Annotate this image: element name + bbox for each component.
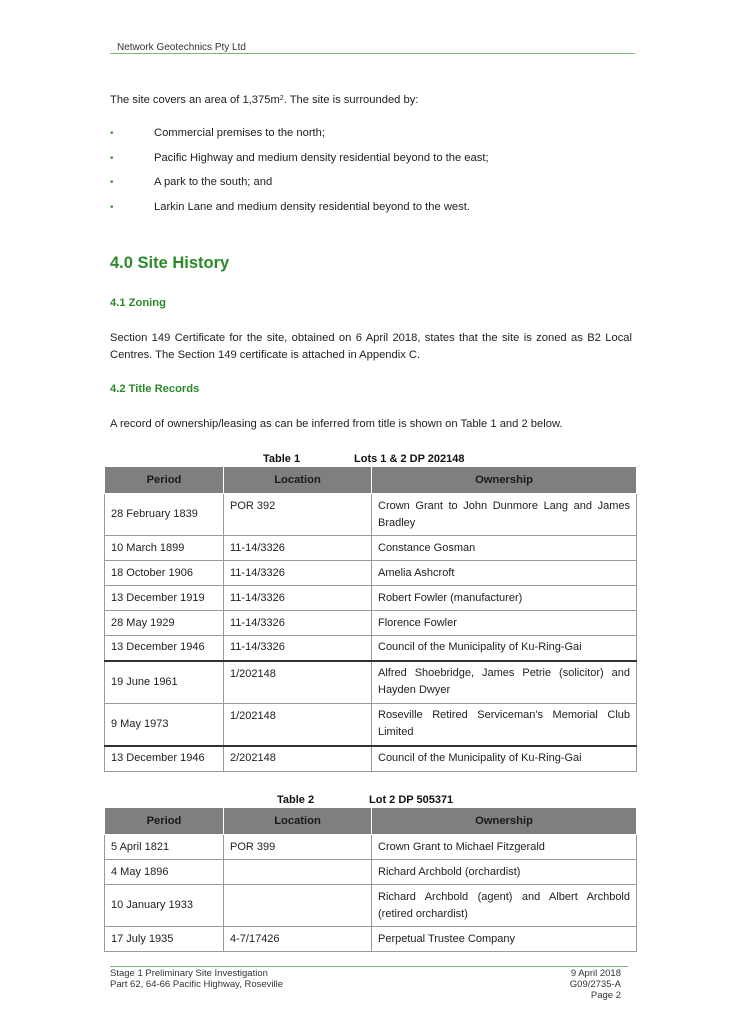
ownership-cell: Crown Grant to Michael Fitzgerald <box>372 835 637 860</box>
table1 <box>104 466 637 772</box>
ownership-cell: Amelia Ashcroft <box>372 561 637 586</box>
intro-paragraph <box>110 92 632 109</box>
ownership-cell: Council of the Municipality of Ku-Ring-Gai <box>372 746 637 772</box>
location-cell <box>224 885 372 927</box>
table-row <box>105 561 637 586</box>
zoning-paragraph: Section 149 Certificate for the site, obtained on 6 April 2018, states that the site is zoned as B2 Local Centres. The Section 149 certificate is attached in Appendix C. <box>110 332 632 361</box>
period-cell: 5 April 1821 <box>105 835 224 860</box>
ownership-cell: Alfred Shoebridge, James Petrie (solicitor) and Hayden Dwyer <box>372 661 637 704</box>
title-records-heading: 4.2 Title Records <box>110 383 200 395</box>
footer-right <box>500 968 621 1001</box>
ownership-cell: Council of the Municipality of Ku-Ring-Gai <box>372 636 637 661</box>
location-cell: POR 399 <box>224 835 372 860</box>
table-row <box>105 611 637 636</box>
table-row <box>105 835 637 860</box>
period-cell: 13 December 1946 <box>105 746 224 772</box>
period-cell: 4 May 1896 <box>105 860 224 885</box>
table-row <box>105 885 637 927</box>
ownership-cell: Richard Archbold (orchardist) <box>372 860 637 885</box>
intro-text: The site covers an area of 1,375m <box>110 94 280 106</box>
bullet-icon: • <box>110 177 114 189</box>
footer-left <box>110 968 283 990</box>
location-cell: 1/202148 <box>224 704 372 746</box>
ownership-cell: Richard Archbold (agent) and Albert Archbold (retired orchardist) <box>372 885 637 927</box>
location-cell <box>224 860 372 885</box>
column-header-period: Period <box>105 467 224 494</box>
table-row <box>105 636 637 661</box>
footer-address: Part 62, 64-66 Pacific Highway, Roseville <box>110 979 284 990</box>
table1-lots: Lots 1 & 2 DP 202148 <box>354 453 465 465</box>
footer-reference: G09/2735-A <box>569 979 621 990</box>
period-cell: 9 May 1973 <box>105 704 224 746</box>
zoning-heading: 4.1 Zoning <box>110 297 166 309</box>
column-header-location: Location <box>224 808 372 835</box>
ownership-cell: Crown Grant to John Dunmore Lang and James Bradley <box>372 494 637 536</box>
table-row <box>105 704 637 746</box>
table-row <box>105 661 637 704</box>
table-row <box>105 927 637 952</box>
table2-lots: Lot 2 DP 505371 <box>369 794 454 806</box>
location-cell: 11-14/3326 <box>224 586 372 611</box>
table-header-row <box>105 808 637 835</box>
period-cell: 10 January 1933 <box>105 885 224 927</box>
table-row <box>105 586 637 611</box>
column-header-period: Period <box>105 808 224 835</box>
bullet-icon: • <box>110 202 114 214</box>
location-cell: 11-14/3326 <box>224 536 372 561</box>
location-cell: 2/202148 <box>224 746 372 772</box>
title-records-paragraph: A record of ownership/leasing as can be inferred from title is shown on Table 1 and 2 below. <box>110 418 563 430</box>
list-item <box>110 199 632 224</box>
location-cell: 4-7/17426 <box>224 927 372 952</box>
location-cell: 11-14/3326 <box>224 636 372 661</box>
table2-label: Table 2 <box>277 794 315 806</box>
list-item-text: Larkin Lane and medium density residential beyond to the west. <box>154 201 470 214</box>
column-header-location: Location <box>224 467 372 494</box>
ownership-cell: Constance Gosman <box>372 536 637 561</box>
table-row <box>105 536 637 561</box>
section-heading: 4.0 Site History <box>110 254 230 272</box>
period-cell: 13 December 1946 <box>105 636 224 661</box>
ownership-cell: Florence Fowler <box>372 611 637 636</box>
column-header-ownership: Ownership <box>372 467 637 494</box>
location-cell: POR 392 <box>224 494 372 536</box>
table2 <box>104 807 637 952</box>
footer-report-title: Stage 1 Preliminary Site Investigation <box>110 968 268 979</box>
bullet-icon: • <box>110 128 114 139</box>
location-cell: 1/202148 <box>224 661 372 704</box>
period-cell: 28 February 1839 <box>105 494 224 536</box>
period-cell: 19 June 1961 <box>105 661 224 704</box>
table-row <box>105 494 637 536</box>
header-company: Network Geotechnics Pty Ltd <box>117 42 246 53</box>
period-cell: 13 December 1919 <box>105 586 224 611</box>
list-item <box>110 125 632 150</box>
table-row <box>105 860 637 885</box>
period-cell: 18 October 1906 <box>105 561 224 586</box>
period-cell: 10 March 1899 <box>105 536 224 561</box>
bullet-icon: • <box>110 152 114 164</box>
intro-text-end: . The site is surrounded by: <box>283 94 419 106</box>
footer-page-number: Page 2 <box>590 990 621 1001</box>
intro-superscript: 2 <box>279 95 284 102</box>
table-header-row <box>105 467 637 494</box>
header-divider <box>110 53 635 54</box>
list-item <box>110 174 632 199</box>
table1-label: Table 1 <box>263 453 301 465</box>
ownership-cell: Robert Fowler (manufacturer) <box>372 586 637 611</box>
period-cell: 28 May 1929 <box>105 611 224 636</box>
table-row <box>105 746 637 772</box>
location-cell: 11-14/3326 <box>224 611 372 636</box>
list-item-text: Commercial premises to the north; <box>154 127 325 139</box>
column-header-ownership: Ownership <box>372 808 637 835</box>
list-item-text: Pacific Highway and medium density residential beyond to the east; <box>154 151 489 164</box>
ownership-cell: Perpetual Trustee Company <box>372 927 637 952</box>
list-item <box>110 150 632 175</box>
location-cell: 11-14/3326 <box>224 561 372 586</box>
ownership-cell: Roseville Retired Serviceman's Memorial Club Limited <box>372 704 637 746</box>
footer-date: 9 April 2018 <box>570 968 621 979</box>
surroundings-list <box>110 125 632 224</box>
list-item-text: A park to the south; and <box>154 176 273 189</box>
footer-divider <box>110 966 628 967</box>
period-cell: 17 July 1935 <box>105 927 224 952</box>
